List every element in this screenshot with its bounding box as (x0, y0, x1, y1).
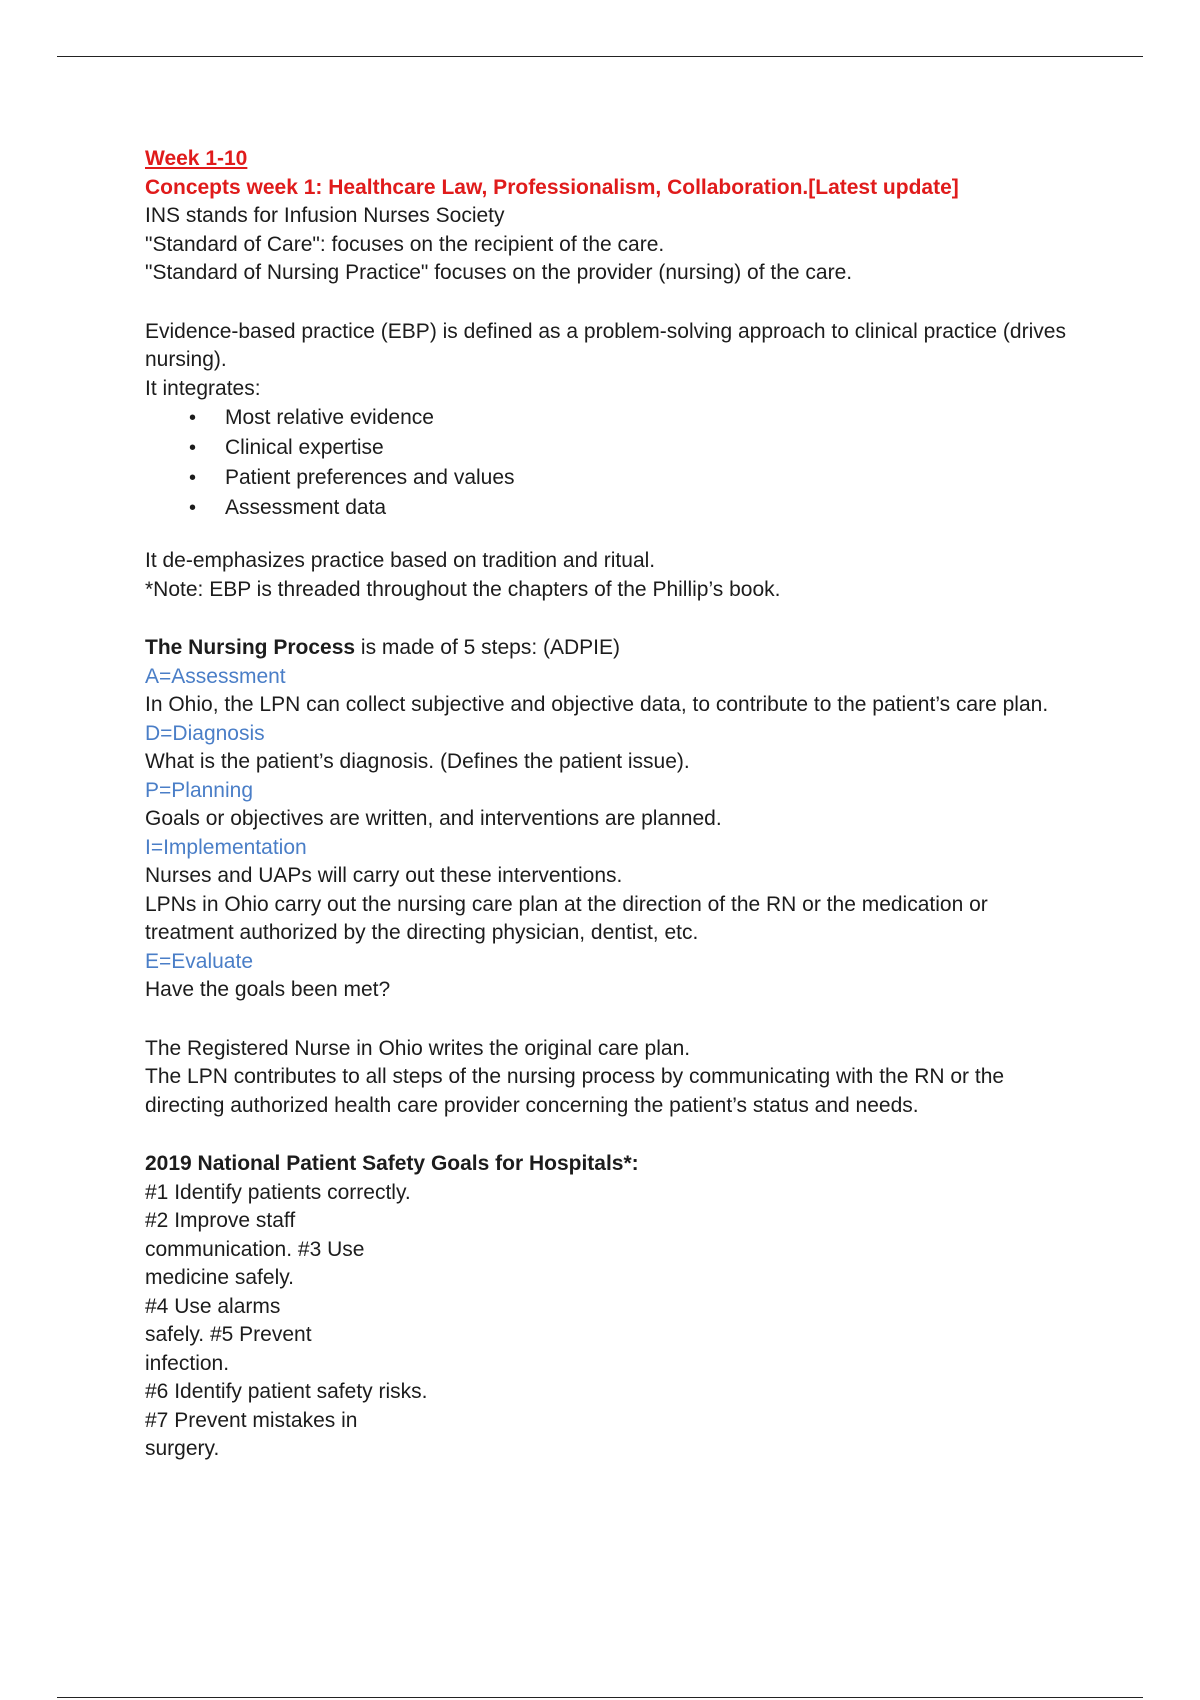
safety-goal-line: communication. #3 Use (145, 1237, 365, 1261)
step-text: Nurses and UAPs will carry out these interventions. (145, 864, 623, 887)
step-text: In Ohio, the LPN can collect subjective and objective data, to contribute to the patient’s care plan. (145, 693, 1049, 716)
safety-goal-line: #2 Improve staff (145, 1209, 296, 1232)
concepts-heading: Concepts week 1: Healthcare Law, Professionalism, Collaboration.[Latest update] (145, 175, 959, 199)
list-item: • Most relative evidence (145, 403, 1075, 433)
safety-goal-line: #6 Identify patient safety risks. (145, 1380, 428, 1403)
week-heading: Week 1-10 (145, 147, 248, 170)
bottom-rule (57, 1697, 1143, 1698)
step-text: LPNs in Ohio carry out the nursing care plan at the direction of the RN or the medication or treatment authorized by the directing physician, dentist, etc. (145, 892, 988, 944)
safety-goal-line: #4 Use alarms (145, 1294, 281, 1318)
list-item: • Assessment data (145, 493, 1075, 523)
step-label-implementation: I=Implementation (145, 835, 307, 859)
list-item: • Clinical expertise (145, 433, 1075, 463)
safety-goal-line: surgery. (145, 1437, 220, 1460)
lpn-statement: The LPN contributes to all steps of the nursing process by communicating with the RN or the directing authorized health care provider concerning the patient’s status and needs. (145, 1065, 1005, 1117)
step-label-planning: P=Planning (145, 778, 254, 802)
intro-line: INS stands for Infusion Nurses Society (145, 204, 505, 227)
nursing-process-title-rest: is made of 5 steps: (ADPIE) (355, 636, 620, 659)
rn-statement: The Registered Nurse in Ohio writes the original care plan. (145, 1036, 691, 1060)
step-text: What is the patient’s diagnosis. (Defines the patient issue). (145, 750, 690, 773)
safety-goal-line: #1 Identify patients correctly. (145, 1180, 411, 1204)
intro-line: "Standard of Care": focuses on the recipient of the care. (145, 232, 665, 256)
top-rule (57, 56, 1143, 57)
ebp-definition: Evidence-based practice (EBP) is defined as a problem-solving approach to clinical practice (drives nursing). (145, 319, 1066, 371)
step-label-diagnosis: D=Diagnosis (145, 721, 265, 745)
ebp-note: *Note: EBP is threaded throughout the chapters of the Phillip’s book. (145, 577, 781, 601)
ebp-list (145, 403, 1075, 523)
safety-goals-title: 2019 National Patient Safety Goals for Hospitals*: (145, 1152, 639, 1175)
nursing-process-title (145, 634, 1075, 663)
safety-goal-line: #7 Prevent mistakes in (145, 1408, 358, 1432)
step-label-evaluate: E=Evaluate (145, 949, 253, 973)
safety-goal-line: infection. (145, 1351, 230, 1375)
ebp-deemphasizes: It de-emphasizes practice based on tradition and ritual. (145, 549, 656, 572)
list-item: • Patient preferences and values (145, 463, 1075, 493)
document-body (145, 145, 1075, 1464)
nursing-process-title-bold: The Nursing Process (145, 636, 356, 659)
intro-line: "Standard of Nursing Practice" focuses on the provider (nursing) of the care. (145, 261, 853, 284)
step-label-assessment: A=Assessment (145, 664, 286, 688)
step-text: Goals or objectives are written, and interventions are planned. (145, 807, 722, 830)
ebp-integrates-label: It integrates: (145, 376, 261, 400)
step-text: Have the goals been met? (145, 978, 391, 1001)
safety-goal-line: safely. #5 Prevent (145, 1323, 312, 1346)
safety-goal-line: medicine safely. (145, 1266, 295, 1289)
